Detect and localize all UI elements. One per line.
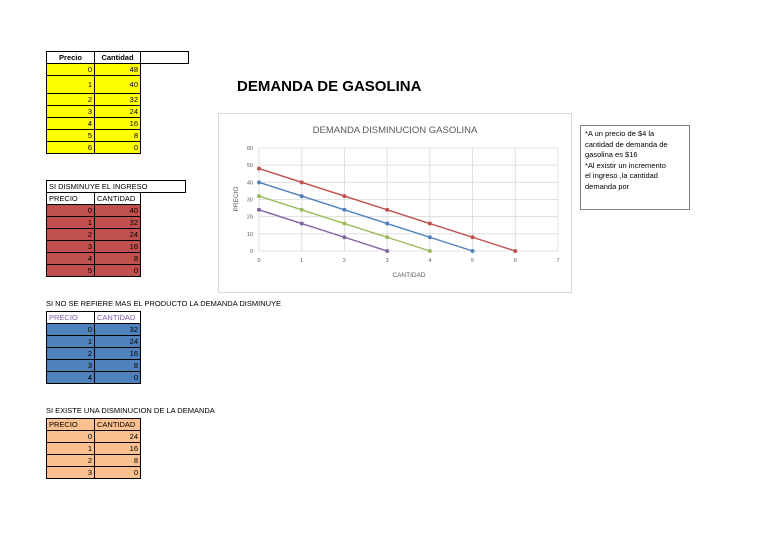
table-cell[interactable]: 40 xyxy=(95,76,141,94)
data-point[interactable] xyxy=(385,235,389,239)
table-base-demand xyxy=(46,51,189,154)
table-cell[interactable]: 0 xyxy=(95,265,141,277)
data-point[interactable] xyxy=(471,249,475,253)
table-cell[interactable]: 4 xyxy=(47,372,95,384)
header-cantidad[interactable]: CANTIDAD xyxy=(95,193,141,205)
y-tick-label: 40 xyxy=(246,180,253,187)
table-cell[interactable]: 32 xyxy=(95,94,141,106)
table-cell[interactable]: 1 xyxy=(47,217,95,229)
note-line: *A un precio de $4 la xyxy=(585,129,655,138)
table-cell[interactable]: 24 xyxy=(95,336,141,348)
table-cell[interactable]: 0 xyxy=(47,431,95,443)
note-line: el ingreso ,la cantidad xyxy=(585,171,658,180)
x-tick-label: 0 xyxy=(257,258,261,264)
y-tick-label: 60 xyxy=(246,146,253,152)
data-point[interactable] xyxy=(342,194,346,198)
x-tick-label: 3 xyxy=(385,258,389,264)
note-line: demanda por xyxy=(585,181,630,191)
table-cell[interactable]: 3 xyxy=(47,467,95,479)
header-cantidad[interactable]: CANTIDAD xyxy=(95,312,141,324)
y-tick-label: 0 xyxy=(249,249,253,255)
page-title: DEMANDA DE GASOLINA xyxy=(237,78,422,95)
table-cell[interactable]: 3 xyxy=(47,106,95,118)
data-point[interactable] xyxy=(300,180,304,184)
table-cell[interactable]: 16 xyxy=(95,118,141,130)
table-cell[interactable]: 1 xyxy=(47,443,95,455)
table3-caption[interactable]: SI NO SE REFIERE MAS EL PRODUCTO LA DEMANDA DISMINUYE xyxy=(46,299,282,308)
data-point[interactable] xyxy=(342,222,346,226)
data-point[interactable] xyxy=(257,208,261,212)
axes xyxy=(247,146,560,264)
header-cantidad[interactable]: CANTIDAD xyxy=(95,419,141,431)
note-textbox[interactable] xyxy=(580,125,690,210)
table-demand-decrease xyxy=(46,418,141,479)
table-cell[interactable]: 0 xyxy=(95,467,141,479)
data-point[interactable] xyxy=(300,194,304,198)
table-cell[interactable]: 8 xyxy=(95,455,141,467)
header-precio[interactable]: PRECIO xyxy=(47,419,95,431)
table-cell[interactable]: 0 xyxy=(95,372,141,384)
chart-container[interactable] xyxy=(218,113,572,293)
x-tick-label: 4 xyxy=(428,258,432,264)
table4-caption[interactable]: SI EXISTE UNA DISMINUCION DE LA DEMANDA xyxy=(46,406,215,415)
table-cell[interactable]: 8 xyxy=(95,360,141,372)
table-cell[interactable]: 40 xyxy=(95,205,141,217)
y-tick-label: 30 xyxy=(246,197,253,204)
table-cell[interactable]: 24 xyxy=(95,229,141,241)
table-cell[interactable]: 3 xyxy=(47,360,95,372)
data-point[interactable] xyxy=(428,235,432,239)
table-cell[interactable]: 0 xyxy=(47,64,95,76)
table-cell[interactable]: 4 xyxy=(47,253,95,265)
table-cell[interactable]: 2 xyxy=(47,455,95,467)
x-tick-label: 7 xyxy=(556,258,560,264)
data-point[interactable] xyxy=(342,235,346,239)
table-cell[interactable]: 0 xyxy=(47,205,95,217)
header-precio[interactable]: PRECIO xyxy=(47,193,95,205)
table-cell[interactable]: 24 xyxy=(95,106,141,118)
data-point[interactable] xyxy=(257,194,261,198)
table-cell[interactable]: 48 xyxy=(95,64,141,76)
y-tick-label: 20 xyxy=(246,214,253,221)
table-cell[interactable]: 16 xyxy=(95,348,141,360)
x-tick-label: 5 xyxy=(471,258,475,264)
header-cantidad[interactable]: Cantidad xyxy=(95,52,141,64)
data-point[interactable] xyxy=(385,208,389,212)
data-point[interactable] xyxy=(428,222,432,226)
chart-title: DEMANDA DISMINUCION GASOLINA xyxy=(312,125,478,136)
table-cell[interactable]: 4 xyxy=(47,118,95,130)
table-cell[interactable]: 16 xyxy=(95,241,141,253)
x-axis-label: CANTIDAD xyxy=(392,272,426,279)
data-point[interactable] xyxy=(300,222,304,226)
note-line: cantidad de demanda de xyxy=(585,139,668,149)
x-tick-label: 2 xyxy=(342,258,346,264)
table-cell[interactable]: 1 xyxy=(47,76,95,94)
table-cell[interactable]: 16 xyxy=(95,443,141,455)
table-cell[interactable]: 32 xyxy=(95,324,141,336)
table-cell[interactable]: 5 xyxy=(47,130,95,142)
table-cell[interactable]: 2 xyxy=(47,229,95,241)
table-income-decrease xyxy=(46,192,141,277)
data-point[interactable] xyxy=(257,180,261,184)
table-cell[interactable]: 5 xyxy=(47,265,95,277)
data-point[interactable] xyxy=(342,208,346,212)
data-point[interactable] xyxy=(257,167,261,171)
table-preference-decrease xyxy=(46,311,141,384)
data-point[interactable] xyxy=(513,249,517,253)
table-cell[interactable]: 0 xyxy=(47,324,95,336)
x-tick-label: 1 xyxy=(300,258,304,264)
line-chart xyxy=(219,114,571,292)
data-point[interactable] xyxy=(428,249,432,253)
table-cell[interactable]: 6 xyxy=(47,142,95,154)
y-axis-label: PRECIO xyxy=(233,186,240,212)
table2-caption[interactable]: SI DISMINUYE EL INGRESO xyxy=(46,180,186,193)
data-point[interactable] xyxy=(471,235,475,239)
table-cell[interactable]: 24 xyxy=(95,431,141,443)
empty-cell[interactable] xyxy=(141,52,189,64)
data-point[interactable] xyxy=(385,249,389,253)
y-tick-label: 10 xyxy=(246,231,253,238)
header-precio[interactable]: Precio xyxy=(47,52,95,64)
data-point[interactable] xyxy=(300,208,304,212)
table-cell[interactable]: 8 xyxy=(95,130,141,142)
table-cell[interactable]: 2 xyxy=(47,94,95,106)
gridlines xyxy=(259,148,558,251)
table-cell[interactable]: 32 xyxy=(95,217,141,229)
y-tick-label: 50 xyxy=(246,163,253,170)
note-line: *Al existir un incremento xyxy=(585,160,666,170)
x-tick-label: 6 xyxy=(513,258,517,264)
table-cell[interactable]: 1 xyxy=(47,336,95,348)
table-cell[interactable]: 2 xyxy=(47,348,95,360)
table-cell[interactable]: 3 xyxy=(47,241,95,253)
table-cell[interactable]: 8 xyxy=(95,253,141,265)
header-precio[interactable]: PRECIO xyxy=(47,312,95,324)
table-cell[interactable]: 0 xyxy=(95,142,141,154)
data-point[interactable] xyxy=(385,222,389,226)
note-line: gasolina es $16 xyxy=(585,150,638,159)
